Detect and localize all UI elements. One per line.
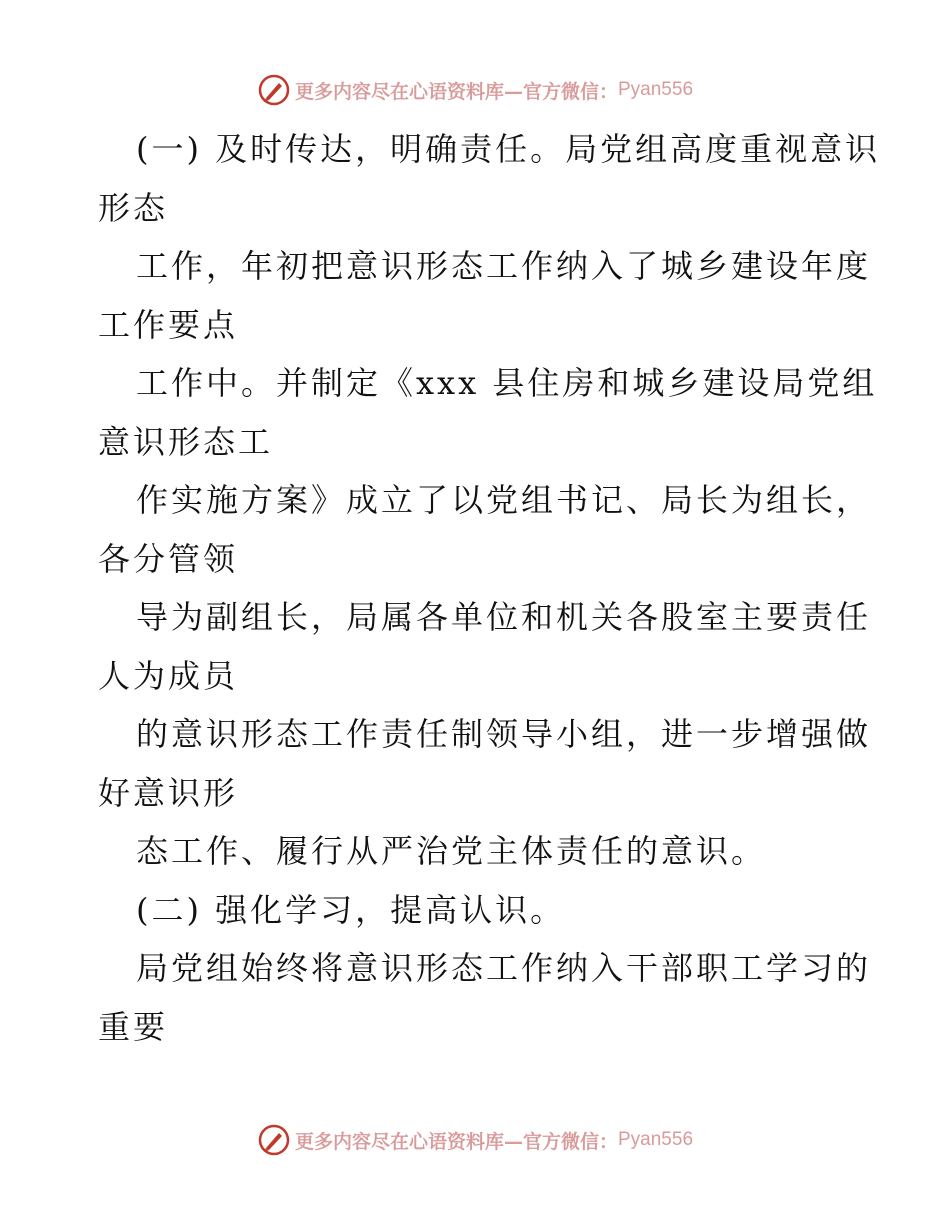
header-banner-id: Pyan556	[618, 79, 694, 100]
body-line: 的意识形态工作责任制领导小组，进一步增强做	[136, 715, 872, 753]
body-line: (一) 及时传达，明确责任。局党组高度重视意识	[136, 130, 881, 168]
header-banner	[0, 70, 950, 110]
body-line: 态工作、履行从严治党主体责任的意识。	[136, 832, 767, 870]
body-line: 各分管领	[98, 539, 239, 578]
body-line: 局党组始终将意识形态工作纳入干部职工学习的	[136, 949, 872, 987]
body-line: 好意识形	[98, 773, 239, 812]
document-body	[98, 120, 881, 1056]
header-banner-text: 更多内容尽在心语资料库—官方微信：	[294, 80, 618, 103]
body-line: 工作中。并制定《xxx 县住房和城乡建设局党组	[136, 364, 878, 402]
body-line: 意识形态工	[98, 422, 274, 461]
footer-banner-id: Pyan556	[618, 1129, 694, 1150]
body-line: 工作要点	[98, 305, 239, 344]
body-line: 作实施方案》成立了以党组书记、局长为组长，	[136, 481, 872, 519]
body-line: 重要	[98, 1007, 169, 1046]
pen-logo-icon	[257, 73, 291, 107]
body-line: 人为成员	[98, 656, 239, 695]
body-line: 形态	[98, 188, 169, 227]
footer-banner	[0, 1120, 950, 1160]
section-heading: (二) 强化学习，提高认识。	[136, 890, 566, 929]
pen-logo-icon	[257, 1123, 291, 1157]
body-line: 导为副组长，局属各单位和机关各股室主要责任	[136, 598, 872, 636]
body-line: 工作，年初把意识形态工作纳入了城乡建设年度	[136, 247, 872, 285]
footer-banner-text: 更多内容尽在心语资料库—官方微信：	[294, 1130, 618, 1153]
